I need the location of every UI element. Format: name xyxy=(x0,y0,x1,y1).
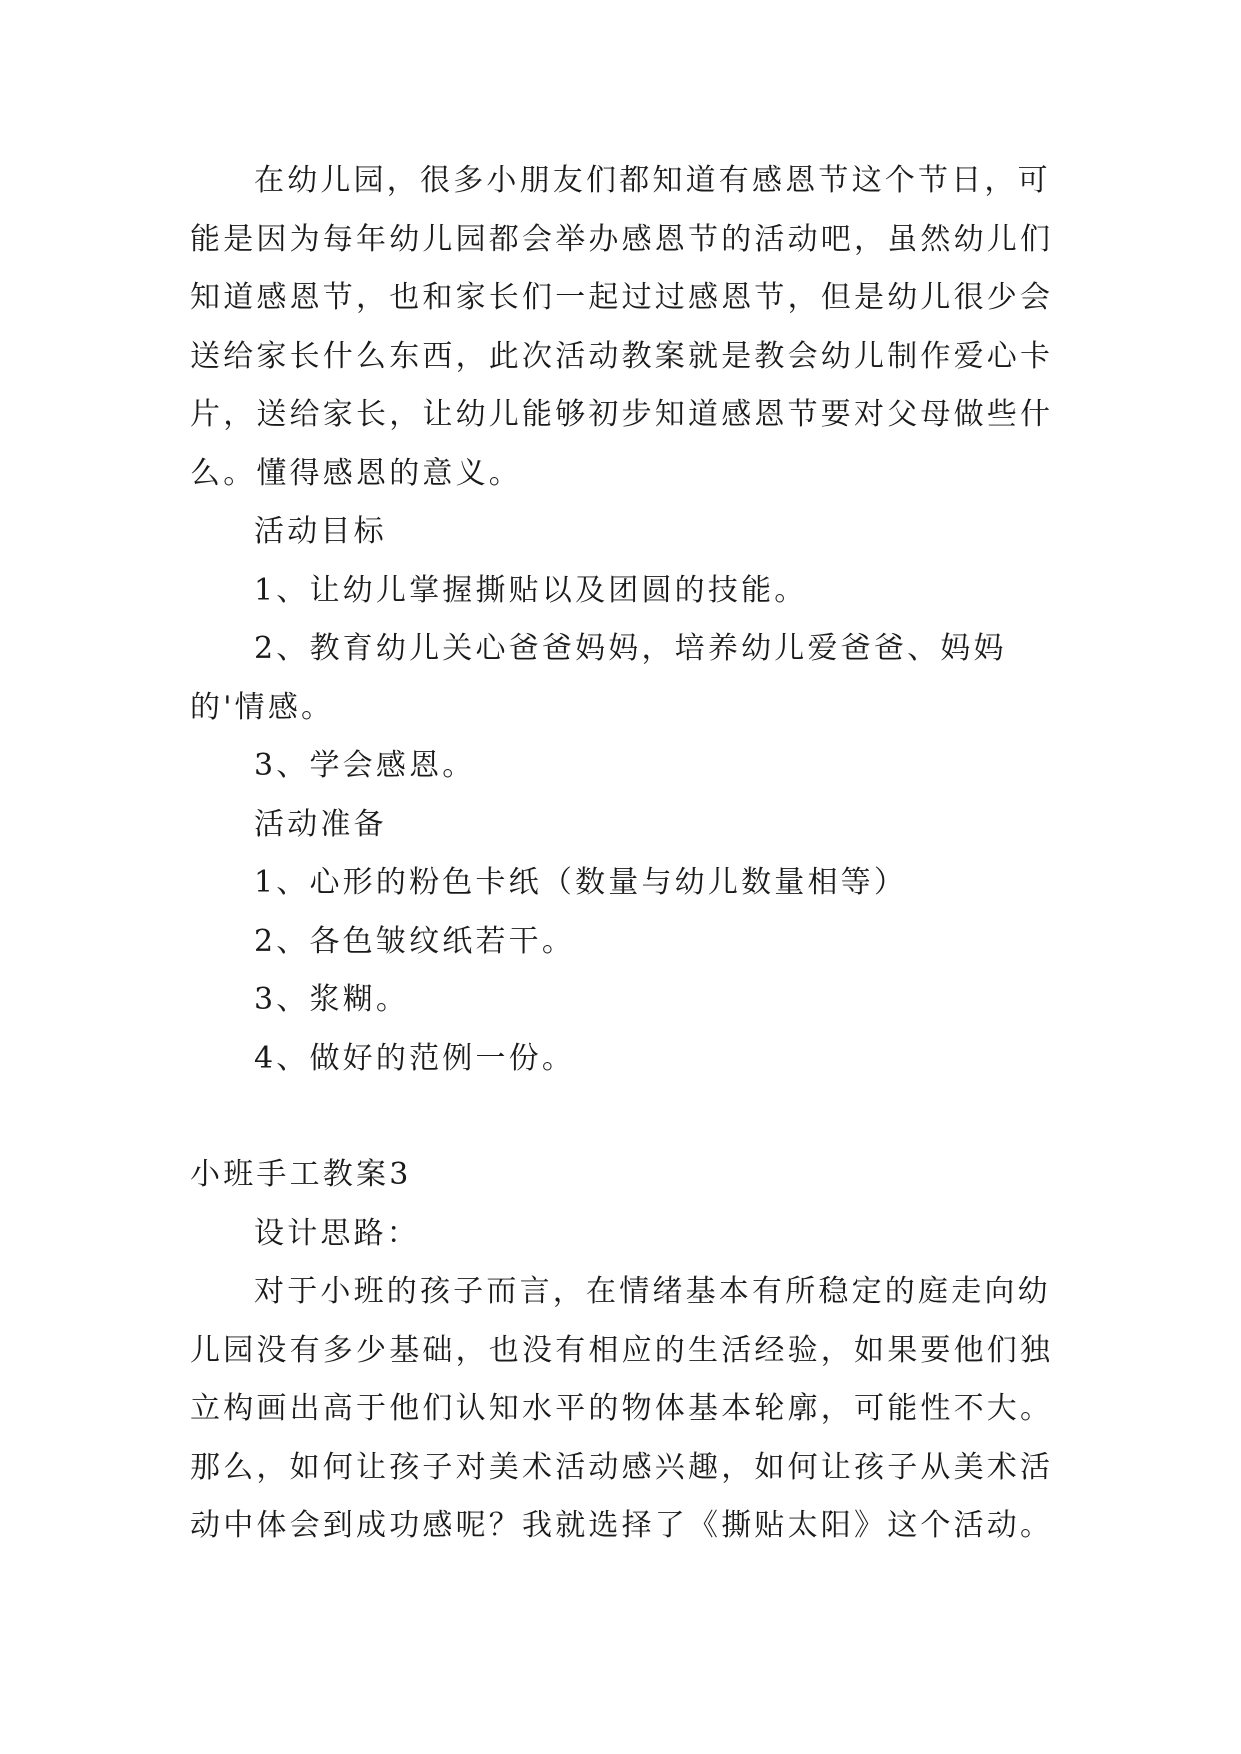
design-paragraph: 对于小班的孩子而言，在情绪基本有所稳定的庭走向幼儿园没有多少基础，也没有相应的生活经验，如果要他们独立构画出高于他们认知水平的物体基本轮廓，可能性不大。那么，如何让孩子对美术活动感兴趣，如何让孩子从美术活动中体会到成功感呢？我就选择了《撕贴太阳》这个活动。 xyxy=(190,1274,1054,1543)
prep-heading: 活动准备 xyxy=(254,806,387,842)
intro-paragraph: 在幼儿园，很多小朋友们都知道有感恩节这个节日，可能是因为每年幼儿园都会举办感恩节的活动吧，虽然幼儿们知道感恩节，也和家长们一起过过感恩节，但是幼儿很少会送给家长什么东西，此次活动教案就是教会幼儿制作爱心卡片，送给家长，让幼儿能够初步知道感恩节要对父母做些什么。懂得感恩的意义。 xyxy=(190,163,1054,491)
goal-item: 3、学会感恩。 xyxy=(254,748,476,783)
goal-item: 2、教育幼儿关心爸爸妈妈，培养幼儿爱爸爸、妈妈的'情感。 xyxy=(190,631,1007,725)
section-spacer xyxy=(190,1088,1070,1146)
section-title: 小班手工教案3 xyxy=(190,1157,412,1192)
goals-heading: 活动目标 xyxy=(254,514,387,549)
goal-item: 1、让幼儿掌握撕贴以及团圆的技能。 xyxy=(254,572,808,608)
prep-item: 2、各色皱纹纸若干。 xyxy=(254,923,576,959)
prep-item: 1、心形的粉色卡纸（数量与幼儿数量相等） xyxy=(254,865,908,900)
design-heading: 设计思路： xyxy=(254,1215,420,1251)
prep-item: 3、浆糊。 xyxy=(254,982,410,1017)
document-page xyxy=(190,152,1070,1556)
prep-item: 4、做好的范例一份。 xyxy=(254,1040,576,1076)
